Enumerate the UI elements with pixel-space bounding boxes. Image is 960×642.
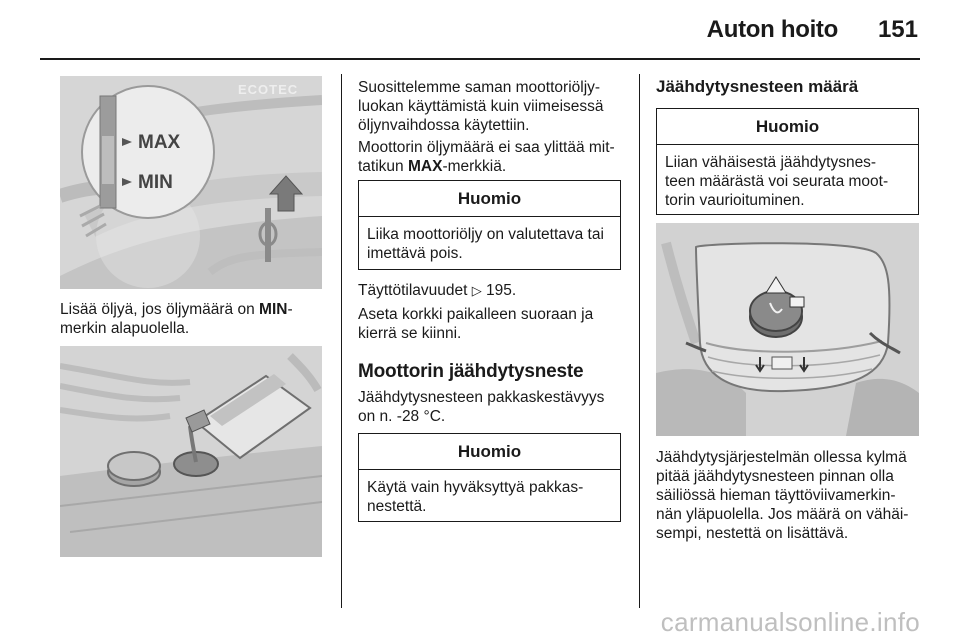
coolant-level-heading: Jäähdytysnesteen määrä	[656, 77, 859, 96]
notice-text: Käytä vain hyväksyttyä pakkas- nestettä.	[367, 479, 584, 515]
oil-add-caption: Lisää öljyä, jos öljymäärä on MIN- merkin alapuolella.	[60, 301, 293, 337]
dipstick-drawing	[60, 76, 322, 289]
column-divider-right	[639, 74, 640, 608]
engine-cover-text: ECOTEC	[238, 82, 299, 97]
notice-heading: Huomio	[359, 434, 620, 470]
watermark: carmanualsonline.info	[660, 607, 920, 637]
section-heading-coolant: Moottorin jäähdytysneste	[358, 361, 584, 382]
page-header-title: Auton hoito	[706, 16, 838, 43]
notice-text: Liian vähäisestä jäähdytysnes- teen määrästä voi seurata moot- torin vaurioituminen.	[665, 154, 889, 209]
oil-type-paragraph: Suosittelemme saman moottoriöljy- luokan käyttämistä kuin viimeisessä öljynvaihdossa käytettiin.	[358, 79, 604, 134]
max-label: MAX	[138, 132, 181, 153]
frost-protection-paragraph: Jäähdytysnesteen pakkaskestävyys on n. -28 °C.	[358, 389, 605, 425]
coolant-reservoir-drawing	[656, 223, 919, 436]
coolant-level-paragraph: Jäähdytysjärjestelmän ollessa kylmä pitää jäähdytysnesteen pinnan olla säiliössä hieman täyttöviivamerkin- nän yläpuolella. Jos määrä on vähäi- sempi, nestettä on lisättävä.	[656, 449, 909, 542]
oil-pouring-illustration	[60, 346, 322, 557]
capacity-reference: Täyttötilavuudet ▷ 195.	[358, 282, 517, 299]
header-rule	[40, 58, 920, 60]
oil-max-paragraph: Moottorin öljymäärä ei saa ylittää mit- tatikun MAX-merkkiä.	[358, 139, 615, 175]
notice-box-oil-excess	[358, 180, 621, 270]
min-label: MIN	[138, 172, 173, 193]
notice-box-coolant-low	[656, 108, 919, 215]
page-number: 151	[877, 16, 918, 43]
cap-instruction-paragraph: Aseta korkki paikalleen suoraan ja kierrä se kiinni.	[358, 306, 594, 342]
notice-heading: Huomio	[657, 109, 918, 145]
page-reference-arrow-icon: ▷	[471, 283, 482, 298]
notice-text: Liika moottoriöljy on valutettava tai imettävä pois.	[367, 226, 604, 262]
dipstick-illustration	[60, 76, 322, 289]
coolant-reservoir-illustration	[656, 223, 919, 436]
notice-heading: Huomio	[359, 181, 620, 217]
oil-pouring-drawing	[60, 346, 322, 557]
notice-box-antifreeze	[358, 433, 621, 522]
column-divider-left	[341, 74, 342, 608]
